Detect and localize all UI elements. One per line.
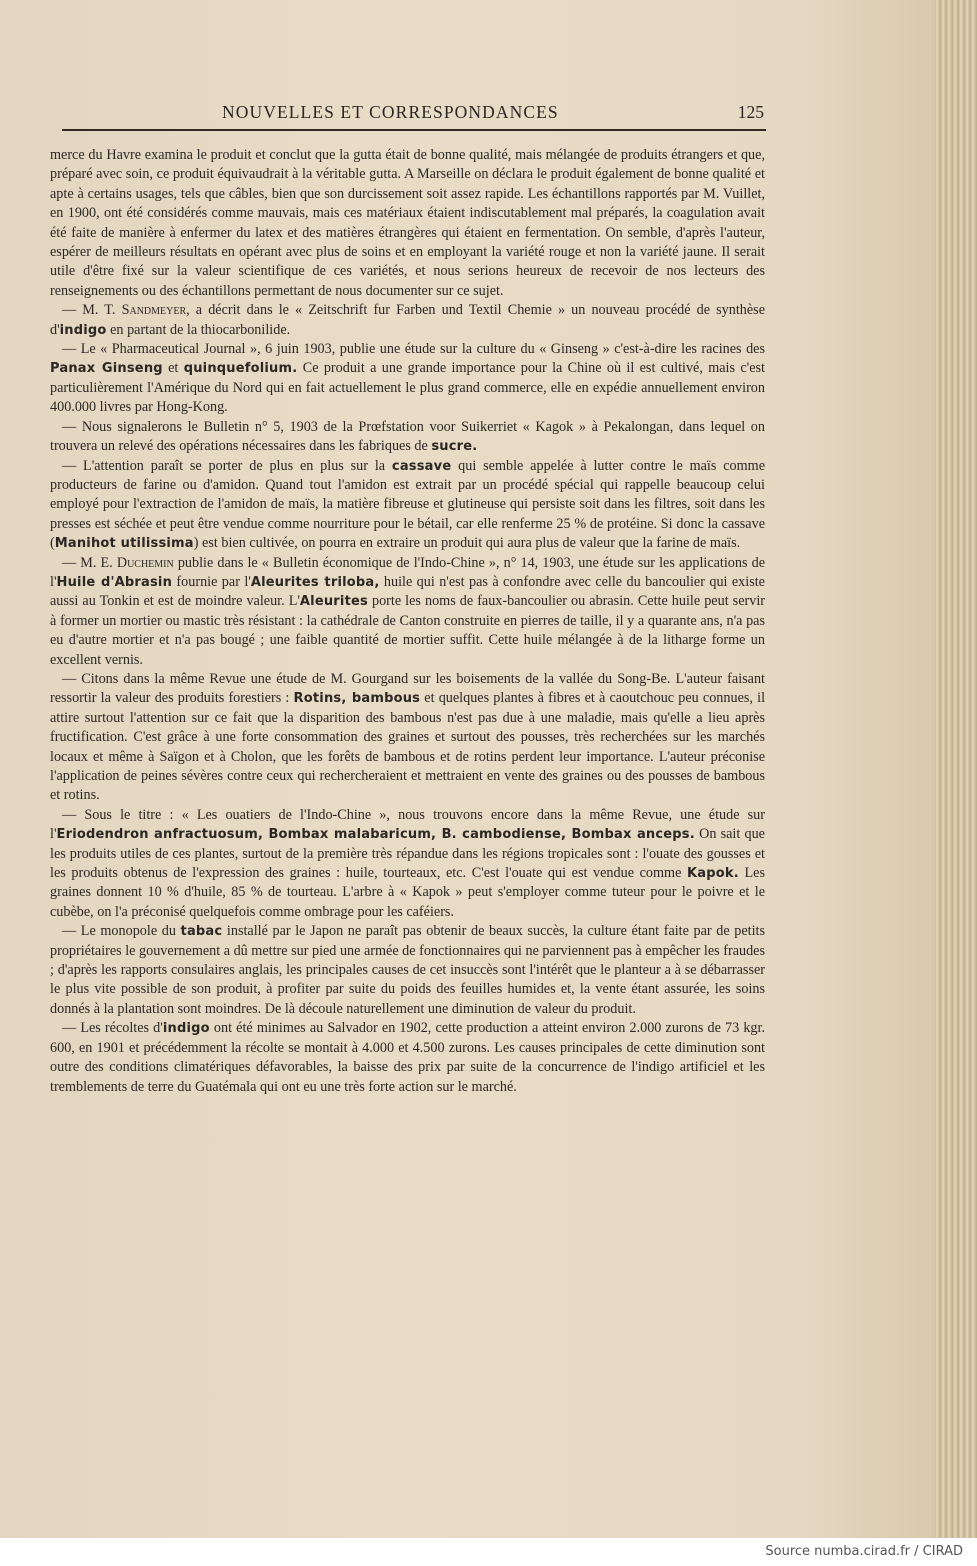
page-number: 125	[737, 102, 764, 122]
text-run: huile qui n'est pas à confondre avec celle du bancoulier qui existe aussi au Tonkin et est de moindre valeur. L'	[50, 573, 765, 610]
text-run: On sait que les produits utiles de ces plantes, surtout de la première très répandue dans les régions tropicales sont : l'ouate des gousses et les produits obtenus de l'expression des graines : huile, tourteaux, etc. C'est l'ouate qui est vendue comme	[50, 826, 765, 882]
author-name: Duchemin	[116, 554, 174, 571]
text-run: en partant de la thiocarbonilide.	[106, 321, 291, 338]
text-run: porte les noms de faux-bancoulier ou abrasin. Cette huile peut servir à former un mortier ou mastic très résistant : la cathédrale de Canton construite en pierres de taille, il y a quarante ans, n'a pas eu d'autre mortier et n'a pas bougé ; une faible quantité de mortier suffit. Cette huile mélangée à de la litharge forme un excellent vernis.	[50, 593, 765, 668]
header-rule	[62, 129, 766, 131]
text-run: ont été minimes au Salvador en 1902, cette production a atteint environ 2.000 zurons de 73 kgr. 600, en 1901 et précédemment la récolte se montait à 4.000 et 4.500 zurons. Les causes principales de cette diminution sont outre des conditions climatériques défavorables, la baisse des prix par suite de la concurrence de l'indigo artificiel et les tremblements de terre du Guatémala qui ont eu une très forte action sur le marché.	[50, 1020, 766, 1095]
bold-term: Eriodendron anfractuosum, Bombax malabaricum, B. cambodiense, Bombax anceps.	[56, 827, 695, 843]
bold-term: Manihot utilissima	[54, 536, 194, 552]
bold-term: cassave	[391, 458, 452, 474]
text-run: — Citons dans la même Revue une étude de M. Gourgand sur les boisements de la vallée du Song-Be. L'auteur faisant ressortir la valeur des produits forestiers :	[50, 670, 765, 707]
bold-term: sucre.	[431, 439, 478, 455]
text-run: Ce produit a une grande importance pour la Chine où il est cultivé, mais c'est particulièrement l'Amérique du Nord qui en fait actuellement le plus grand commerce, elle en expédie annuellement environ 400.000 livres par Hong-Kong.	[50, 360, 765, 416]
text-run: — Le monopole du	[62, 923, 181, 940]
source-credit: Source numba.cirad.fr / CIRAD	[765, 1544, 963, 1559]
text-run: publie dans le « Bulletin économique de l'Indo-Chine », n° 14, 1903, une étude sur les applications de l'	[50, 554, 765, 590]
paragraph	[50, 1019, 765, 1097]
author-name: Sandmeyer	[121, 302, 187, 319]
text-run: merce du Havre examina le produit et conclut que la gutta était de bonne qualité, mais mélangée de produits étrangers et que, préparé avec soin, ce produit équivaudrait à la véritable gutta. A Marseille on déclara le produit également de bonne qualité et apte à certains usages, tels que câbles, bien que son durcissement soit assez rapide. Les échantillons rapportés par M. Vuillet, en 1900, ont été considérés comme mauvais, mais ces matériaux étaient indiscutablement mal préparés, la coagulation avait été faite de manière à enfermer du latex et des matières étrangères qui étaient en fermentation. On semble, d'après l'auteur, espérer de meilleurs résultats en opérant avec plus de soins et en employant la variété rouge et non la variété jaune. Il serait utile d'être fixé sur la valeur scientifique de ces variétés, et nous serions heureux de recevoir de nos lecteurs des renseignements ou des échantillons permettant de nous documenter sur ce sujet.	[50, 147, 765, 299]
bold-term: Aleurites triloba,	[250, 574, 380, 590]
text-run: ) est bien cultivée, on pourra en extraire un produit qui aura plus de valeur que la farine de maïs.	[193, 535, 741, 552]
text-run: qui semble appelée à lutter contre le maïs comme producteurs de farine ou d'amidon. Quand tout l'amidon est extrait par un procédé spécial qui rappelle beaucoup celui employé pour l'extraction de l'amidon de maïs, la matière fibreuse et glutineuse qui persiste soit dans les filtres, soit dans les presses est séchée et peut être vendue comme nourriture pour le bétail, car elle renferme 25 % de protéine. Si donc la cassave (	[50, 457, 765, 552]
running-header	[62, 100, 766, 130]
bold-term: indigo	[59, 322, 107, 338]
paragraph	[50, 806, 765, 922]
text-run: fournie par l'	[172, 573, 251, 590]
bold-term: Rotins, bambous	[293, 691, 421, 707]
text-run: — M. T.	[62, 302, 122, 319]
article-body	[50, 146, 765, 1097]
text-run: — Sous le titre : « Les ouatiers de l'Indo-Chine », nous trouvons encore dans la même Revue, une étude sur l'	[50, 806, 765, 843]
paragraph	[50, 418, 765, 457]
bold-term: indigo	[162, 1021, 210, 1037]
paragraph	[50, 301, 765, 340]
page-stack-edge	[935, 0, 977, 1538]
text-run: — Le « Pharmaceutical Journal », 6 juin 1903, publie une étude sur la culture du « Ginseng » c'est-à-dire les racines des	[62, 341, 765, 358]
text-run: et quelques plantes à fibres et à caoutchouc peu connues, il attire surtout l'attention sur ce fait que la disparition des bambous n'est pas due à une maladie, mais qu'elle a lieu après fructification. C'est grâce à une forte consommation des graines et surtout des pousses, très recherchées sur les marchés locaux et même à Saïgon et à Cholon, que les forêts de bambous et de rotins perdent leur importance. L'auteur préconise l'application de peines sévères contre ceux qui rechercheraient et mettraient en vente des graines ou des pousses de bambous et rotins.	[50, 690, 766, 804]
text-run: — Nous signalerons le Bulletin n° 5, 1903 de la Prœfstation voor Suikerriet « Kagok » à Pekalongan, dans lequel on trouvera un relevé des opérations nécessaires dans les fabriques de	[50, 418, 765, 455]
paragraph	[50, 457, 765, 554]
bold-term: tabac	[180, 924, 223, 940]
bold-term: quinquefolium.	[183, 361, 298, 377]
bold-term: Panax Ginseng	[50, 361, 163, 377]
text-run: Les graines donnent 10 % d'huile, 85 % de tourteau. L'arbre à « Kapok » peut s'employer comme tuteur pour le poivre et le cubèbe, on l'a préconisé quelquefois comme ombrage pour les caféiers.	[50, 865, 765, 920]
paragraph	[50, 146, 765, 301]
text-run: installé par le Japon ne paraît pas obtenir de beaux succès, la culture étant faite par de petits propriétaires le gouvernement a dû mettre sur pied une armée de fonctionnaires qui ne parviennent pas à empêcher les fraudes ; d'après les rapports consulaires anglais, les principales causes de cet insuccès sont l'intérêt que le planteur a à se débarrasser le plus vite possible de son produit, à profiter par suite du poids des feuilles humides et, la vente étant assurée, les soins donnés à la plantation sont moindres. De là découle naturellement une diminution de valeur du produit.	[50, 923, 765, 1017]
paragraph	[50, 554, 765, 670]
header-title: NOUVELLES ET CORRESPONDANCES	[222, 102, 559, 122]
paragraph	[50, 340, 765, 418]
bold-term: Aleurites	[299, 594, 368, 610]
text-run: — Les récoltes d'	[62, 1020, 163, 1037]
bold-term: Kapok.	[687, 866, 739, 882]
text-run: et	[162, 360, 184, 377]
bold-term: Huile d'Abrasin	[56, 574, 173, 590]
text-run: , a décrit dans le « Zeitschrift fur Farben und Textil Chemie » un nouveau procédé de synthèse d'	[50, 302, 765, 338]
paragraph	[50, 922, 765, 1019]
text-run: — L'attention paraît se porter de plus en plus sur la	[62, 457, 392, 474]
paragraph	[50, 670, 765, 806]
text-run: — M. E.	[62, 554, 117, 571]
